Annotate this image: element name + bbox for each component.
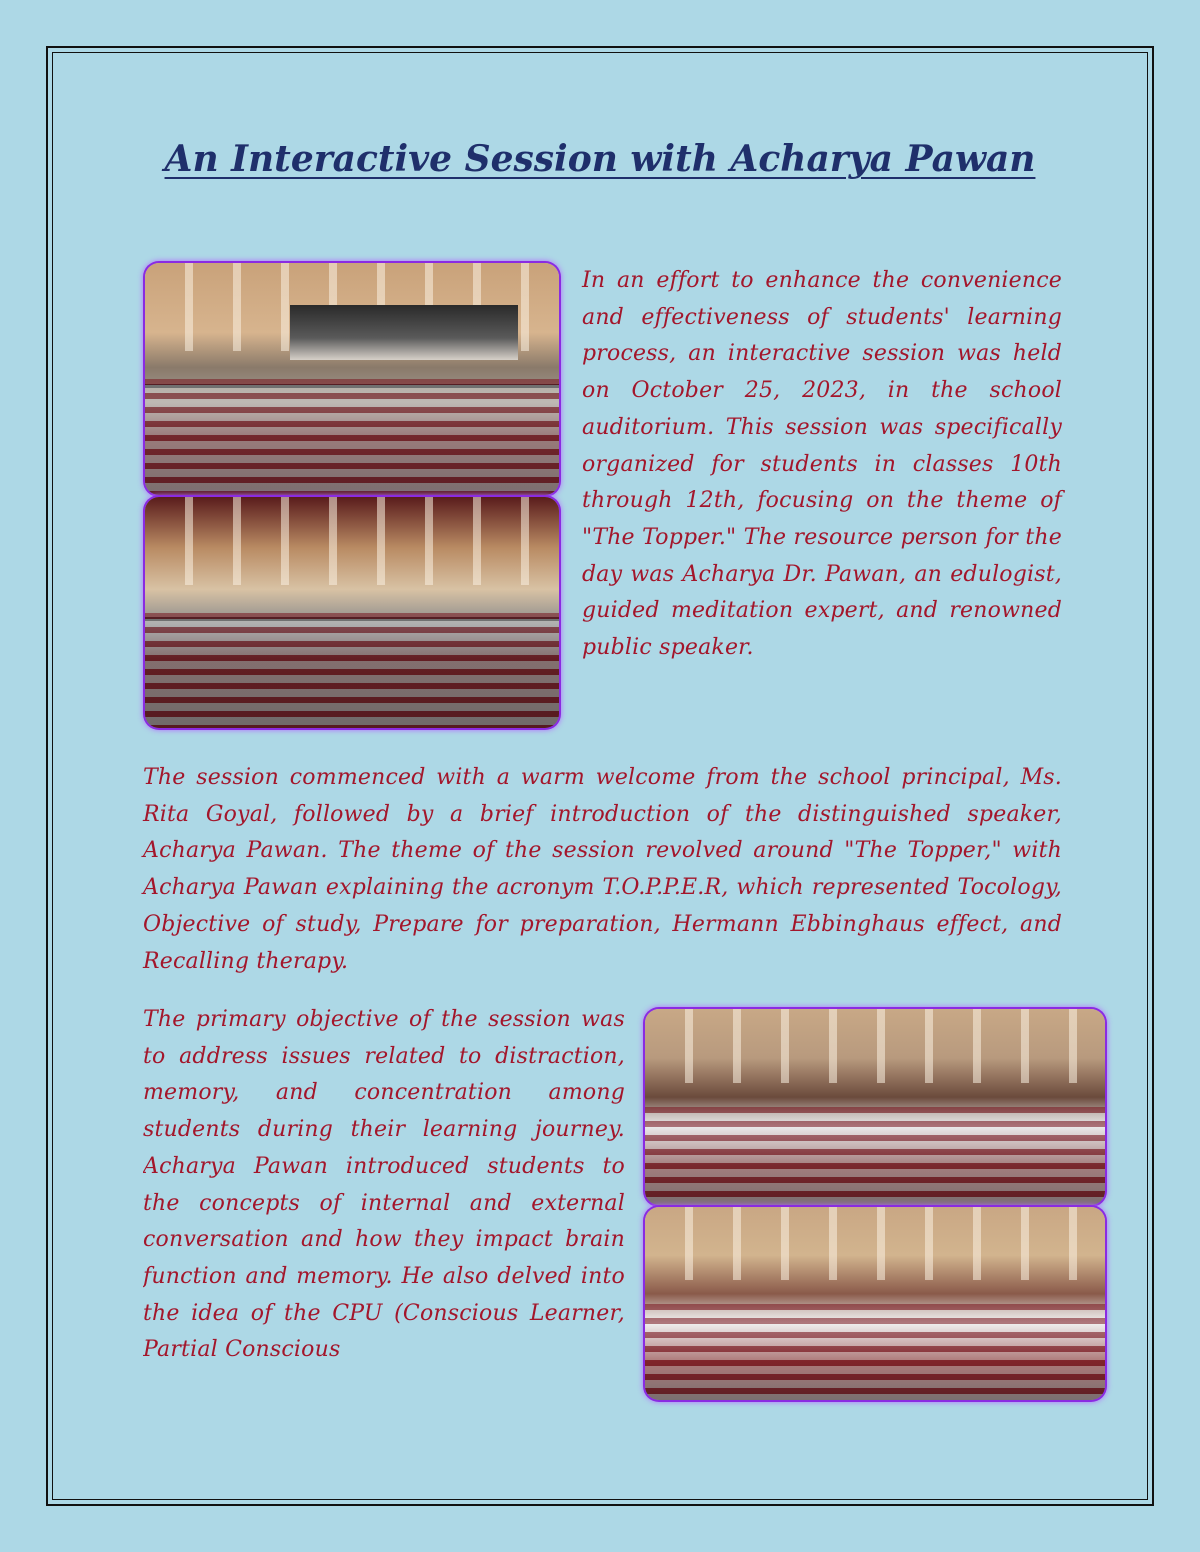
photo-auditorium-stage xyxy=(145,263,559,495)
photo-audience xyxy=(145,379,559,495)
photo-audience xyxy=(645,1304,1105,1401)
photo-audience xyxy=(645,1107,1105,1205)
paragraph-session: The session commenced with a warm welcome from the school principal, Ms. Rita Goyal, followed by a brief introduction of the distinguished speaker, Acharya Pawan. The theme of the session revolved around "The Topper," with Acharya Pawan explaining the acronym T.O.P.P.E.R, which represented Tocology, Objective of study, Prepare for preparation, Hermann Ebbinghaus effect, and Recalling therapy. xyxy=(143,765,1062,974)
photo-wall xyxy=(645,1207,1105,1280)
paragraph-intro: In an effort to enhance the convenience and effectiveness of students' learning process, an interactive session was held on October 25, 2023, in the school auditorium. This session was specifically organized for students in classes 10th through 12th, focusing on the theme of "The Topper." The resource person for the day was Acharya Dr. Pawan, an edulogist, guided meditation expert, and renowned public speaker. xyxy=(582,268,1062,661)
page-title: An Interactive Session with Acharya Pawan xyxy=(164,138,1036,180)
photo-audience xyxy=(145,613,559,729)
photo-wall xyxy=(145,497,559,585)
paragraph-objective: The primary objective of the session was to address issues related to distraction, memory, and concentration among students during their learning journey. Acharya Pawan introduced students to the concepts of internal and external conversation and how they impact brain function and memory. He also delved into the idea of the CPU (Conscious Learner, Partial Conscious xyxy=(143,1007,625,1363)
photo-wall xyxy=(645,1009,1105,1083)
photo-speaker-audience xyxy=(145,497,559,728)
photo-students-hall xyxy=(645,1207,1105,1400)
photo-stage xyxy=(290,305,518,361)
photo-students-seated xyxy=(645,1009,1105,1205)
